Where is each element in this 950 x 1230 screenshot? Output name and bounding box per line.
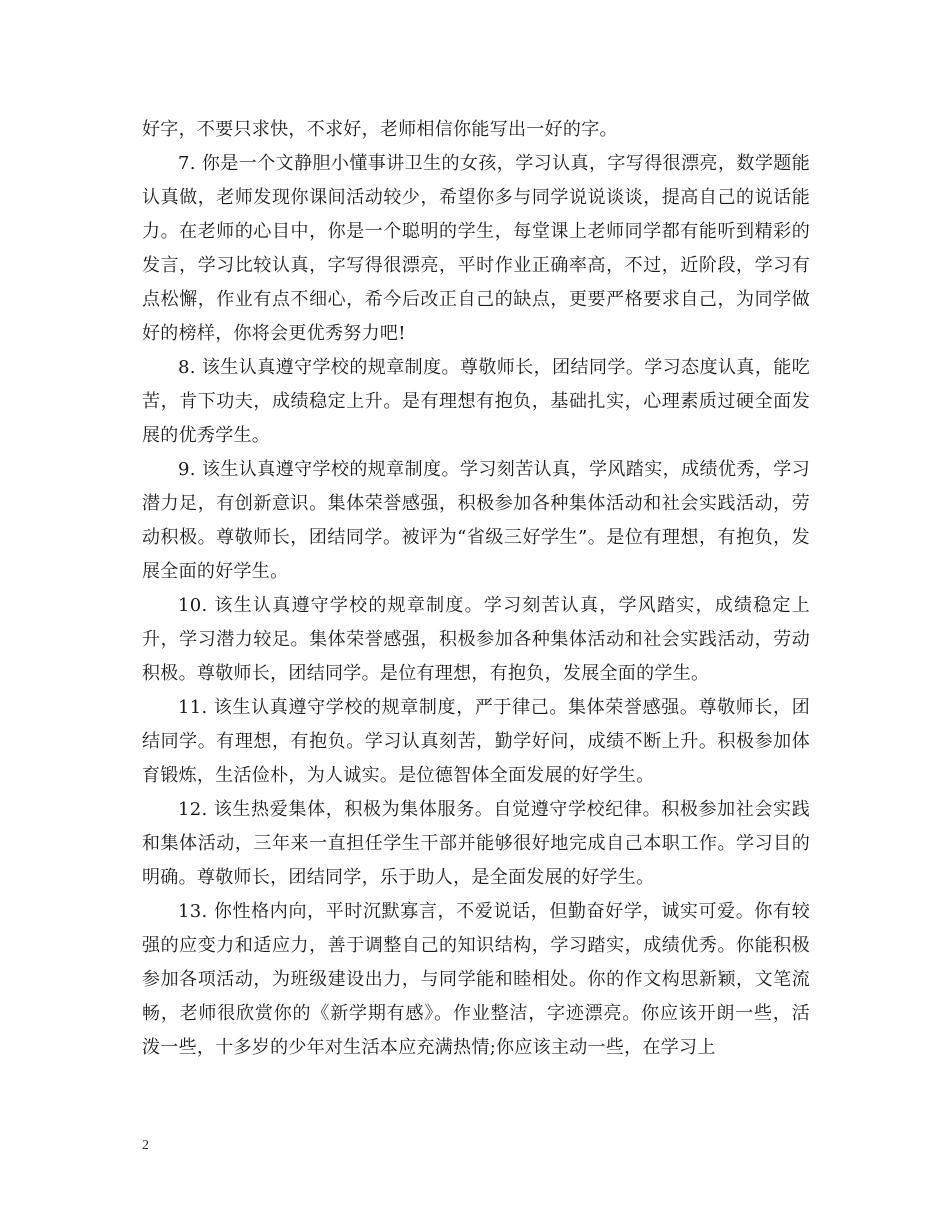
paragraph-item-12: 12. 该生热爱集体，积极为集体服务。自觉遵守学校纪律。积极参加社会实践和集体活动，三年来一直担任学生干部并能够很好地完成自己本职工作。学习目的明确。尊敬师长，团结同学，乐于助人，是全面发展的好学生。 bbox=[142, 799, 810, 888]
page-number: 2 bbox=[142, 1138, 149, 1153]
paragraph-item-10: 10. 该生认真遵守学校的规章制度。学习刻苦认真，学风踏实，成绩稳定上升，学习潜力较足。集体荣誉感强，积极参加各种集体活动和社会实践活动，劳动积极。尊敬师长，团结同学。是位有理想，有抱负，发展全面的学生。 bbox=[142, 595, 810, 684]
paragraph-item-13: 13. 你性格内向，平时沉默寡言，不爱说话，但勤奋好学，诚实可爱。你有较强的应变力和适应力，善于调整自己的知识结构，学习踏实，成绩优秀。你能积极参加各项活动，为班级建设出力，与同学能和睦相处。你的作文构思新颖，文笔流畅，老师很欣赏你的《新学期有感》。作业整洁，字迹漂亮。你应该开朗一些，活泼一些，十多岁的少年对生活本应充满热情;你应该主动一些，在学习上 bbox=[142, 901, 810, 1058]
paragraph-item-11: 11. 该生认真遵守学校的规章制度，严于律己。集体荣誉感强。尊敬师长，团结同学。有理想，有抱负。学习认真刻苦，勤学好问，成绩不断上升。积极参加体育锻炼，生活俭朴，为人诚实。是位德智体全面发展的好学生。 bbox=[142, 697, 810, 786]
paragraph-item-7: 7. 你是一个文静胆小懂事讲卫生的女孩，学习认真，字写得很漂亮，数学题能认真做，老师发现你课间活动较少，希望你多与同学说说谈谈，提高自己的说话能力。在老师的心目中，你是一个聪明的学生，每堂课上老师同学都有能听到精彩的发言，学习比较认真，字写得很漂亮，平时作业正确率高，不过，近阶段，学习有点松懈，作业有点不细心，希今后改正自己的缺点，更要严格要求自己，为同学做好的榜样，你将会更优秀努力吧! bbox=[142, 153, 810, 344]
paragraph-item-8: 8. 该生认真遵守学校的规章制度。尊敬师长，团结同学。学习态度认真，能吃苦，肯下功夫，成绩稳定上升。是有理想有抱负，基础扎实，心理素质过硬全面发展的优秀学生。 bbox=[142, 357, 810, 446]
paragraph-item-9: 9. 该生认真遵守学校的规章制度。学习刻苦认真，学风踏实，成绩优秀，学习潜力足，有创新意识。集体荣誉感强，积极参加各种集体活动和社会实践活动，劳动积极。尊敬师长，团结同学。被评为“省级三好学生”。是位有理想，有抱负，发展全面的好学生。 bbox=[142, 459, 810, 582]
paragraph-continuation: 好字，不要只求快，不求好，老师相信你能写出一好的字。 bbox=[142, 119, 618, 140]
document-body bbox=[142, 113, 810, 1065]
